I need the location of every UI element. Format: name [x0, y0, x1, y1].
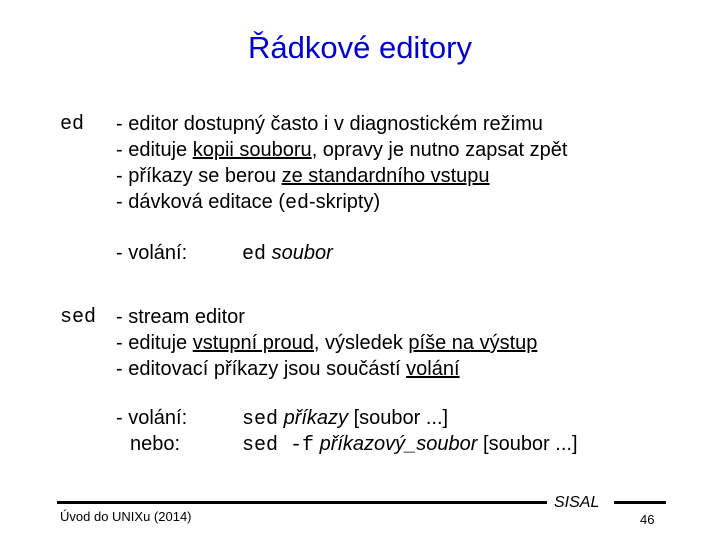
ed-line-2-suffix: , opravy je nutno zapsat zpět	[311, 139, 568, 161]
sed-usage-code: sed	[242, 408, 279, 431]
sed-alt-usage	[242, 432, 578, 458]
ed-line-1: - editor dostupný často i v diagnostickém režimu	[116, 113, 543, 135]
sed-usage	[242, 406, 448, 432]
ed-line-4-suffix: -skripty)	[309, 191, 381, 213]
sed-alt-code: sed -f	[242, 434, 315, 457]
footer-brand: SISAL	[554, 494, 600, 511]
ed-line-4-code: ed	[284, 192, 309, 215]
sed-line-2-middle: , výsledek	[313, 332, 409, 354]
ed-line-3	[116, 164, 490, 188]
sed-alt-args: příkazový_soubor	[319, 433, 478, 455]
sed-line-3-prefix: - editovací příkazy jsou součástí	[116, 358, 407, 380]
sed-line-2-prefix: - edituje	[116, 332, 193, 354]
sed-usage-label: - volání:	[116, 407, 188, 429]
sed-line-2	[116, 331, 537, 355]
sed-usage-args: příkazy	[283, 407, 349, 429]
footer-divider-right	[614, 501, 666, 504]
sed-line-3	[116, 357, 460, 381]
sed-line-3-link: volání	[406, 358, 460, 380]
footer-divider-left	[57, 501, 547, 504]
ed-line-2-prefix: - edituje	[116, 139, 193, 161]
ed-command-label: ed	[60, 113, 85, 136]
ed-usage-label: - volání:	[116, 242, 188, 264]
ed-usage-arg: soubor	[271, 242, 333, 264]
ed-line-3-prefix: - příkazy se berou	[116, 165, 282, 187]
sed-line-1: - stream editor	[116, 306, 245, 328]
sed-line-2-link-2: píše na výstup	[408, 332, 538, 354]
sed-alt-label: nebo:	[130, 433, 181, 455]
slide-title: Řádkové editory	[247, 30, 472, 65]
ed-line-2	[116, 138, 567, 162]
ed-line-4-prefix: - dávková editace (	[116, 191, 285, 213]
sed-line-2-link-1: vstupní proud	[192, 332, 314, 354]
sed-alt-rest: [soubor ...]	[477, 433, 578, 455]
ed-usage	[242, 241, 333, 267]
ed-usage-code: ed	[242, 243, 267, 266]
ed-line-2-link: kopii souboru	[192, 139, 312, 161]
sed-command-label: sed	[60, 306, 97, 329]
sed-usage-rest: [soubor ...]	[348, 407, 449, 429]
ed-line-3-link: ze standardního vstupu	[281, 165, 490, 187]
footer-course: Úvod do UNIXu (2014)	[60, 509, 192, 524]
page-number: 46	[640, 512, 655, 527]
ed-line-4	[116, 190, 380, 216]
